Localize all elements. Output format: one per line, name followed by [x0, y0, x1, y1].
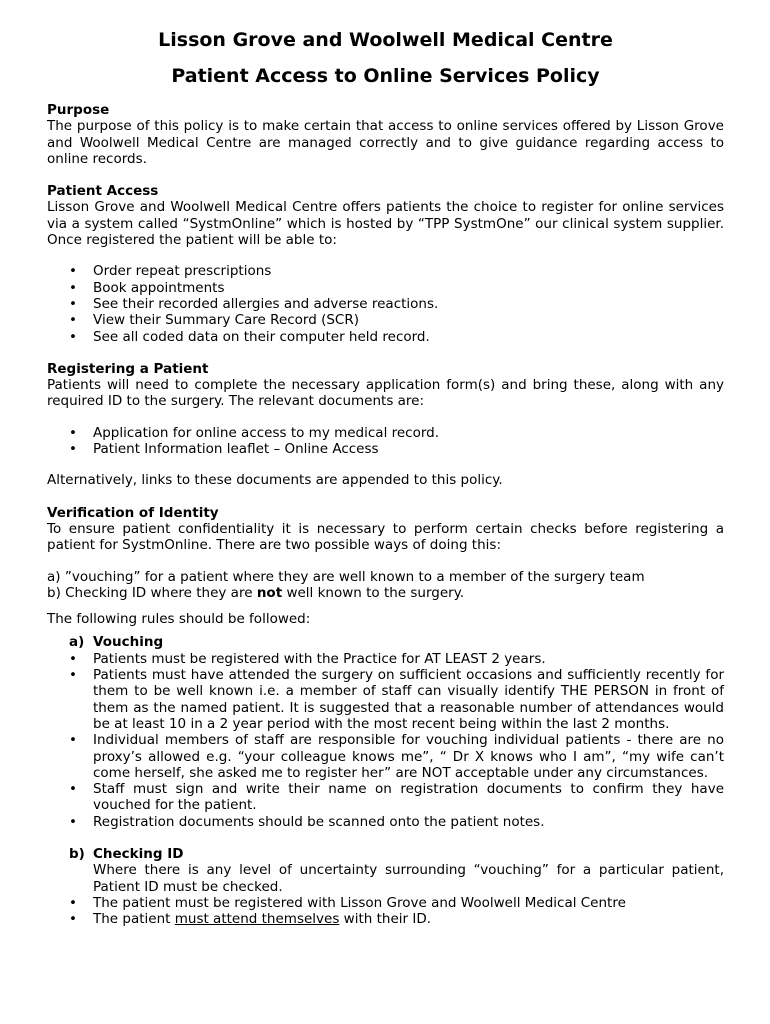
- checking-id-title: Checking ID: [93, 845, 184, 862]
- patient-access-text: Lisson Grove and Woolwell Medical Centre offers patients the choice to register for online services via a system called “SystmOnline” which is hosted by “TPP SystmOne” our clinical system supplier. Once registered the patient will be able to:: [47, 199, 724, 249]
- item-text-end: with their ID.: [339, 911, 432, 928]
- vouching-rules-list: [47, 651, 724, 830]
- list-item: • Patients must be registered with the Practice for AT LEAST 2 years.: [47, 651, 724, 667]
- list-item: • View their Summary Care Record (SCR): [47, 312, 724, 328]
- list-item: • Order repeat prescriptions: [47, 263, 724, 279]
- verification-heading: Verification of Identity: [47, 504, 219, 521]
- list-item: • Application for online access to my medical record.: [47, 425, 724, 441]
- vouching-heading: [47, 634, 724, 650]
- checking-id-intro: Where there is any level of uncertainty surrounding “vouching” for a particular patient, Patient ID must be checked.: [93, 862, 724, 895]
- list-item: • Individual members of staff are responsible for vouching individual patients - there are no proxy’s allowed e.g. “your colleague knows me”, “ Dr X knows who I am”, “my wife can’t come herself, she asked me to register her” are NOT acceptable under any circumstances.: [47, 732, 724, 781]
- document-title: Lisson Grove and Woolwell Medical Centre: [158, 29, 613, 51]
- patient-access-list: [47, 263, 724, 344]
- checking-id-rules-list: [47, 895, 724, 928]
- list-item: • The patient must be registered with Lisson Grove and Woolwell Medical Centre: [47, 895, 724, 911]
- rules-intro: The following rules should be followed:: [47, 611, 311, 628]
- checking-id-label: b): [69, 845, 85, 862]
- vouching-title: Vouching: [93, 634, 164, 651]
- list-item: • Registration documents should be scanned onto the patient notes.: [47, 814, 724, 830]
- list-item: • See their recorded allergies and adverse reactions.: [47, 296, 724, 312]
- item-text: The patient: [93, 911, 175, 928]
- list-item: [47, 911, 724, 927]
- verification-option-a: a) ”vouching” for a patient where they are well known to a member of the surgery team: [47, 568, 645, 585]
- list-item: • See all coded data on their computer held record.: [47, 329, 724, 345]
- policy-document: [47, 28, 724, 927]
- option-b-emphasis: not: [256, 584, 283, 601]
- list-item: • Patients must have attended the surgery on sufficient occasions and sufficiently recently for them to be well known i.e. a member of staff can visually identify THE PERSON in front of them as the named patient. It is suggested that a reasonable number of attendances would be at least 10 in a 2 year period with the most recent being within the last 2 months.: [47, 667, 724, 732]
- list-item: • Patient Information leaflet – Online Access: [47, 441, 724, 457]
- purpose-text: The purpose of this policy is to make certain that access to online services offered by Lisson Grove and Woolwell Medical Centre are managed correctly and to give guidance regarding access to online records.: [47, 118, 724, 167]
- registering-documents-list: [47, 425, 724, 458]
- checking-id-heading: [47, 846, 724, 862]
- purpose-heading: Purpose: [47, 102, 110, 118]
- option-b-text-end: well known to the surgery.: [282, 584, 465, 601]
- list-item: • Staff must sign and write their name on registration documents to confirm they have vouched for the patient.: [47, 781, 724, 814]
- vouching-label: a): [69, 634, 85, 651]
- list-item: • Book appointments: [47, 280, 724, 296]
- item-underlined-text: must attend themselves: [174, 911, 340, 928]
- verification-text: To ensure patient confidentiality it is necessary to perform certain checks before registering a patient for SystmOnline. There are two possible ways of doing this:: [47, 520, 724, 554]
- registering-text: Patients will need to complete the necessary application form(s) and bring these, along with any required ID to the surgery. The relevant documents are:: [47, 377, 724, 410]
- registering-heading: Registering a Patient: [47, 360, 209, 377]
- option-b-text: b) Checking ID where they are: [47, 584, 257, 601]
- patient-access-heading: Patient Access: [47, 183, 159, 200]
- registering-alternative-text: Alternatively, links to these documents are appended to this policy.: [47, 472, 503, 489]
- verification-option-b: [47, 585, 724, 601]
- policy-title: Patient Access to Online Services Policy: [171, 65, 600, 87]
